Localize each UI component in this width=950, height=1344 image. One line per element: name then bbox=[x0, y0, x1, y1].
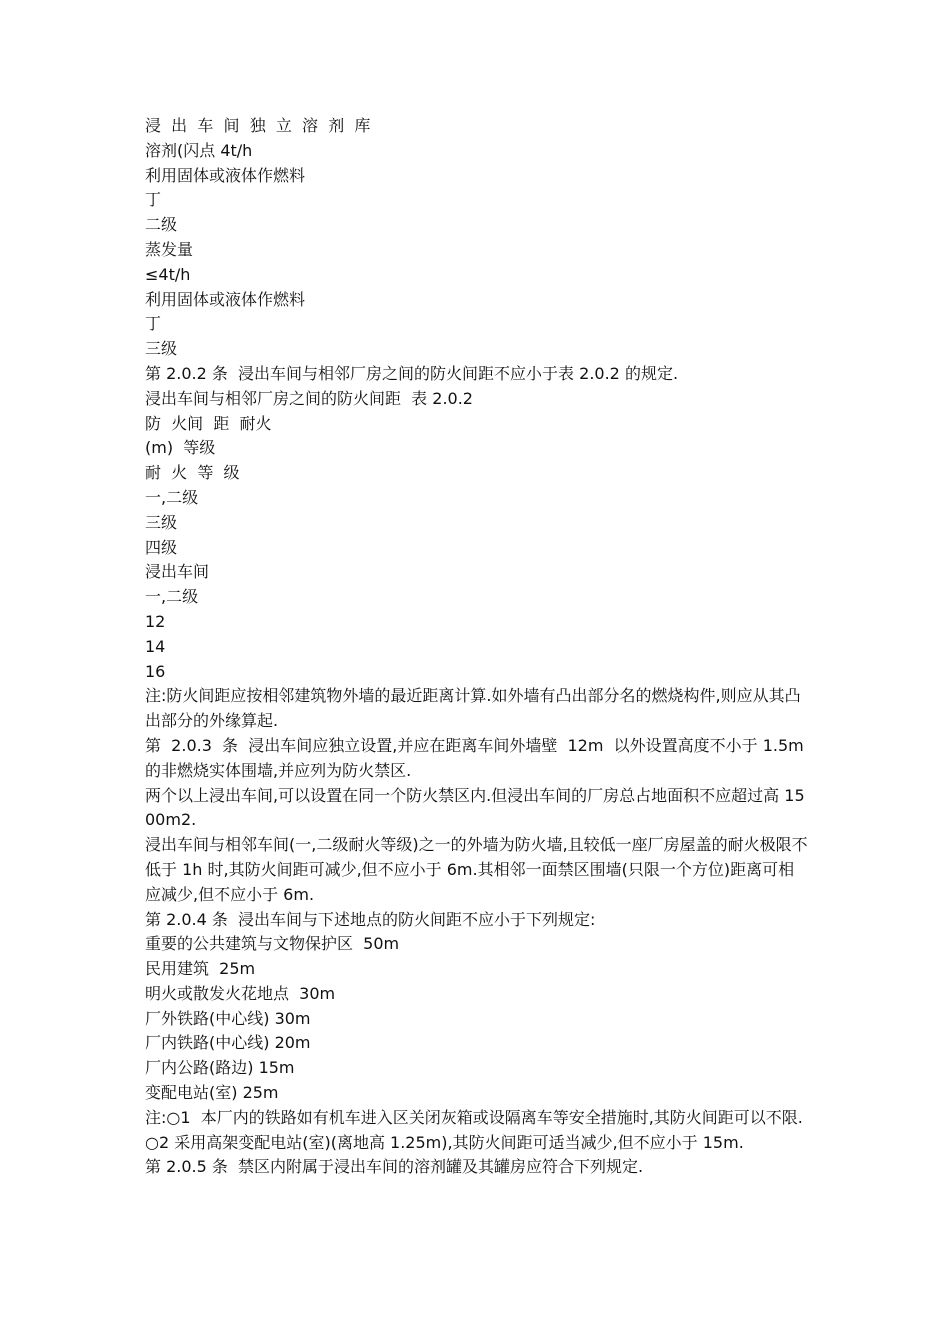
table-note: 注:防火间距应按相邻建筑物外墙的最近距离计算.如外墙有凸出部分名的燃烧构件,则应从其凸出部分的外缘算起. bbox=[145, 686, 801, 731]
distance-item: 重要的公共建筑与文物保护区 50m bbox=[145, 934, 400, 954]
doc-line: 丁 bbox=[145, 190, 162, 210]
doc-line-header-row: 浸 出 车 间 独 立 溶 剂 库 bbox=[145, 116, 371, 135]
distance-item: 明火或散发火花地点 30m bbox=[145, 983, 336, 1003]
table-cell: 12 bbox=[145, 611, 166, 631]
document-body bbox=[145, 114, 810, 1180]
doc-line: 丁 bbox=[145, 314, 162, 334]
table-cell: 一,二级 bbox=[145, 587, 199, 607]
table-header: 耐 火 等 级 bbox=[145, 463, 240, 483]
distance-item: 民用建筑 25m bbox=[145, 959, 256, 979]
doc-line: 三级 bbox=[145, 339, 178, 359]
table-cell: 一,二级 bbox=[145, 487, 199, 507]
table-cell: 三级 bbox=[145, 512, 178, 532]
distance-item: 厂外铁路(中心线) 30m bbox=[145, 1008, 311, 1028]
clause-2-0-4: 第 2.0.4 条 浸出车间与下述地点的防火间距不应小于下列规定: bbox=[145, 909, 596, 929]
table-cell: 16 bbox=[145, 661, 166, 681]
clause-2-0-2: 第 2.0.2 条 浸出车间与相邻厂房之间的防火间距不应小于表 2.0.2 的规定. bbox=[145, 363, 679, 383]
doc-line: 溶剂(闪点 4t/h bbox=[145, 140, 253, 160]
doc-line: 二级 bbox=[145, 215, 178, 235]
distance-item: 厂内铁路(中心线) 20m bbox=[145, 1033, 311, 1053]
doc-paragraph: 两个以上浸出车间,可以设置在同一个防火禁区内.但浸出车间的厂房总占地面积不应超过高 1500m2. bbox=[145, 785, 805, 830]
table-caption: 浸出车间与相邻厂房之间的防火间距 表 2.0.2 bbox=[145, 388, 473, 408]
table-cell: 四级 bbox=[145, 537, 178, 557]
table-cell: 浸出车间 bbox=[145, 562, 210, 582]
doc-paragraph: 浸出车间与相邻车间(一,二级耐火等级)之一的外墙为防火墙,且较低一座厂房屋盖的耐火极限不低于 1h 时,其防火间距可减少,但不应小于 6m.其相邻一面禁区围墙(只限一个方位)距离可相应减少,但不应小于 6m. bbox=[145, 835, 808, 904]
doc-line: ≤4t/h bbox=[145, 264, 191, 284]
table-cell: 14 bbox=[145, 636, 166, 656]
clause-2-0-5: 第 2.0.5 条 禁区内附属于浸出车间的溶剂罐及其罐房应符合下列规定. bbox=[145, 1157, 644, 1177]
table-header: (m) 等级 bbox=[145, 438, 216, 458]
doc-line: 利用固体或液体作燃料 bbox=[145, 165, 306, 185]
distance-item: 厂内公路(路边) 15m bbox=[145, 1058, 295, 1078]
table-header: 防 火间 距 耐火 bbox=[145, 413, 272, 433]
doc-line: 利用固体或液体作燃料 bbox=[145, 289, 306, 309]
clause-2-0-3: 第 2.0.3 条 浸出车间应独立设置,并应在距离车间外墙壁 12m 以外设置高度不小于 1.5m 的非燃烧实体围墙,并应列为防火禁区. bbox=[145, 735, 809, 780]
note-1: 注:○1 本厂内的铁路如有机车进入区关闭灰箱或设隔离车等安全措施时,其防火间距可以不限. bbox=[145, 1107, 803, 1127]
distance-item: 变配电站(室) 25m bbox=[145, 1083, 279, 1103]
note-2: ○2 采用高架变配电站(室)(离地高 1.25m),其防火间距可适当减少,但不应小于 15m. bbox=[145, 1132, 744, 1152]
doc-line: 蒸发量 bbox=[145, 239, 194, 259]
